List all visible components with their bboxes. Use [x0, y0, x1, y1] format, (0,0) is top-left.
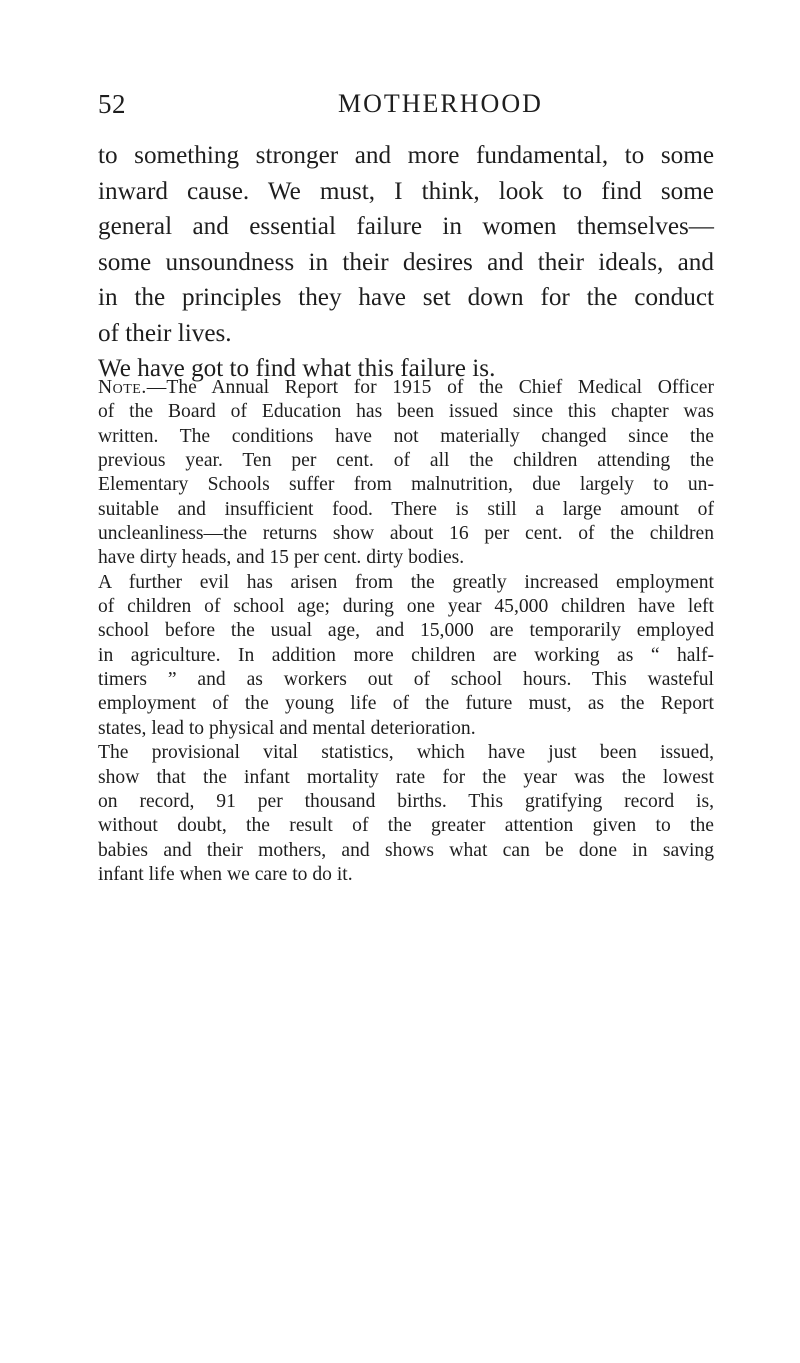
- note-line: without doubt, the result of the greater attention given to the: [98, 815, 714, 837]
- note-line: school before the usual age, and 15,000 are temporarily employed: [98, 620, 714, 642]
- note-line: of children of school age; during one year 45,000 children have left: [98, 596, 714, 618]
- note-line: infant life when we care to do it.: [98, 863, 353, 885]
- note-first-line: [98, 376, 714, 400]
- note-line: on record, 91 per thousand births. This gratifying record is,: [98, 790, 714, 812]
- note-line: show that the infant mortality rate for the year was the lowest: [98, 766, 714, 788]
- note-line: written. The conditions have not materially changed since the: [98, 425, 714, 447]
- note-label: Note.: [98, 377, 147, 398]
- note-first-line-text: —The Annual Report for 1915 of the Chief Medical Officer: [146, 377, 714, 398]
- note-line: A further evil has arisen from the greatly increased employment: [98, 571, 714, 593]
- text-line: some unsoundness in their desires and their ideals, and: [98, 248, 714, 276]
- note-line: previous year. Ten per cent. of all the children attending the: [98, 450, 714, 472]
- note-line: states, lead to physical and mental deterioration.: [98, 717, 476, 739]
- running-title: MOTHERHOOD: [338, 89, 543, 118]
- note-line: babies and their mothers, and shows what can be done in saving: [98, 839, 714, 861]
- note-line: employment of the young life of the future must, as the Report: [98, 693, 714, 715]
- footnote: [98, 376, 714, 887]
- text-line: of their lives.: [98, 319, 232, 347]
- text-line: to something stronger and more fundamental, to some: [98, 142, 714, 169]
- text-line: inward cause. We must, I think, look to find some: [98, 177, 714, 205]
- text-line: We have got to find what this failure is.: [98, 355, 496, 382]
- note-line: timers ” and as workers out of school hours. This wasteful: [98, 669, 714, 691]
- running-head: [98, 88, 718, 128]
- note-line: uncleanliness—the returns show about 16 per cent. of the children: [98, 523, 714, 545]
- page-number: 52: [98, 89, 126, 119]
- note-line: Elementary Schools suffer from malnutrition, due largely to un-: [98, 474, 714, 496]
- note-line: of the Board of Education has been issued since this chapter was: [98, 401, 714, 423]
- body-text: [98, 138, 714, 387]
- note-line: suitable and insufficient food. There is still a large amount of: [98, 498, 714, 520]
- text-line: in the principles they have set down for the conduct: [98, 284, 714, 311]
- note-line: The provisional vital statistics, which have just been issued,: [98, 742, 714, 764]
- note-line: have dirty heads, and 15 per cent. dirty bodies.: [98, 547, 465, 569]
- text-line: general and essential failure in women themselves—: [98, 213, 714, 240]
- note-line: in agriculture. In addition more children are working as “ half-: [98, 644, 714, 666]
